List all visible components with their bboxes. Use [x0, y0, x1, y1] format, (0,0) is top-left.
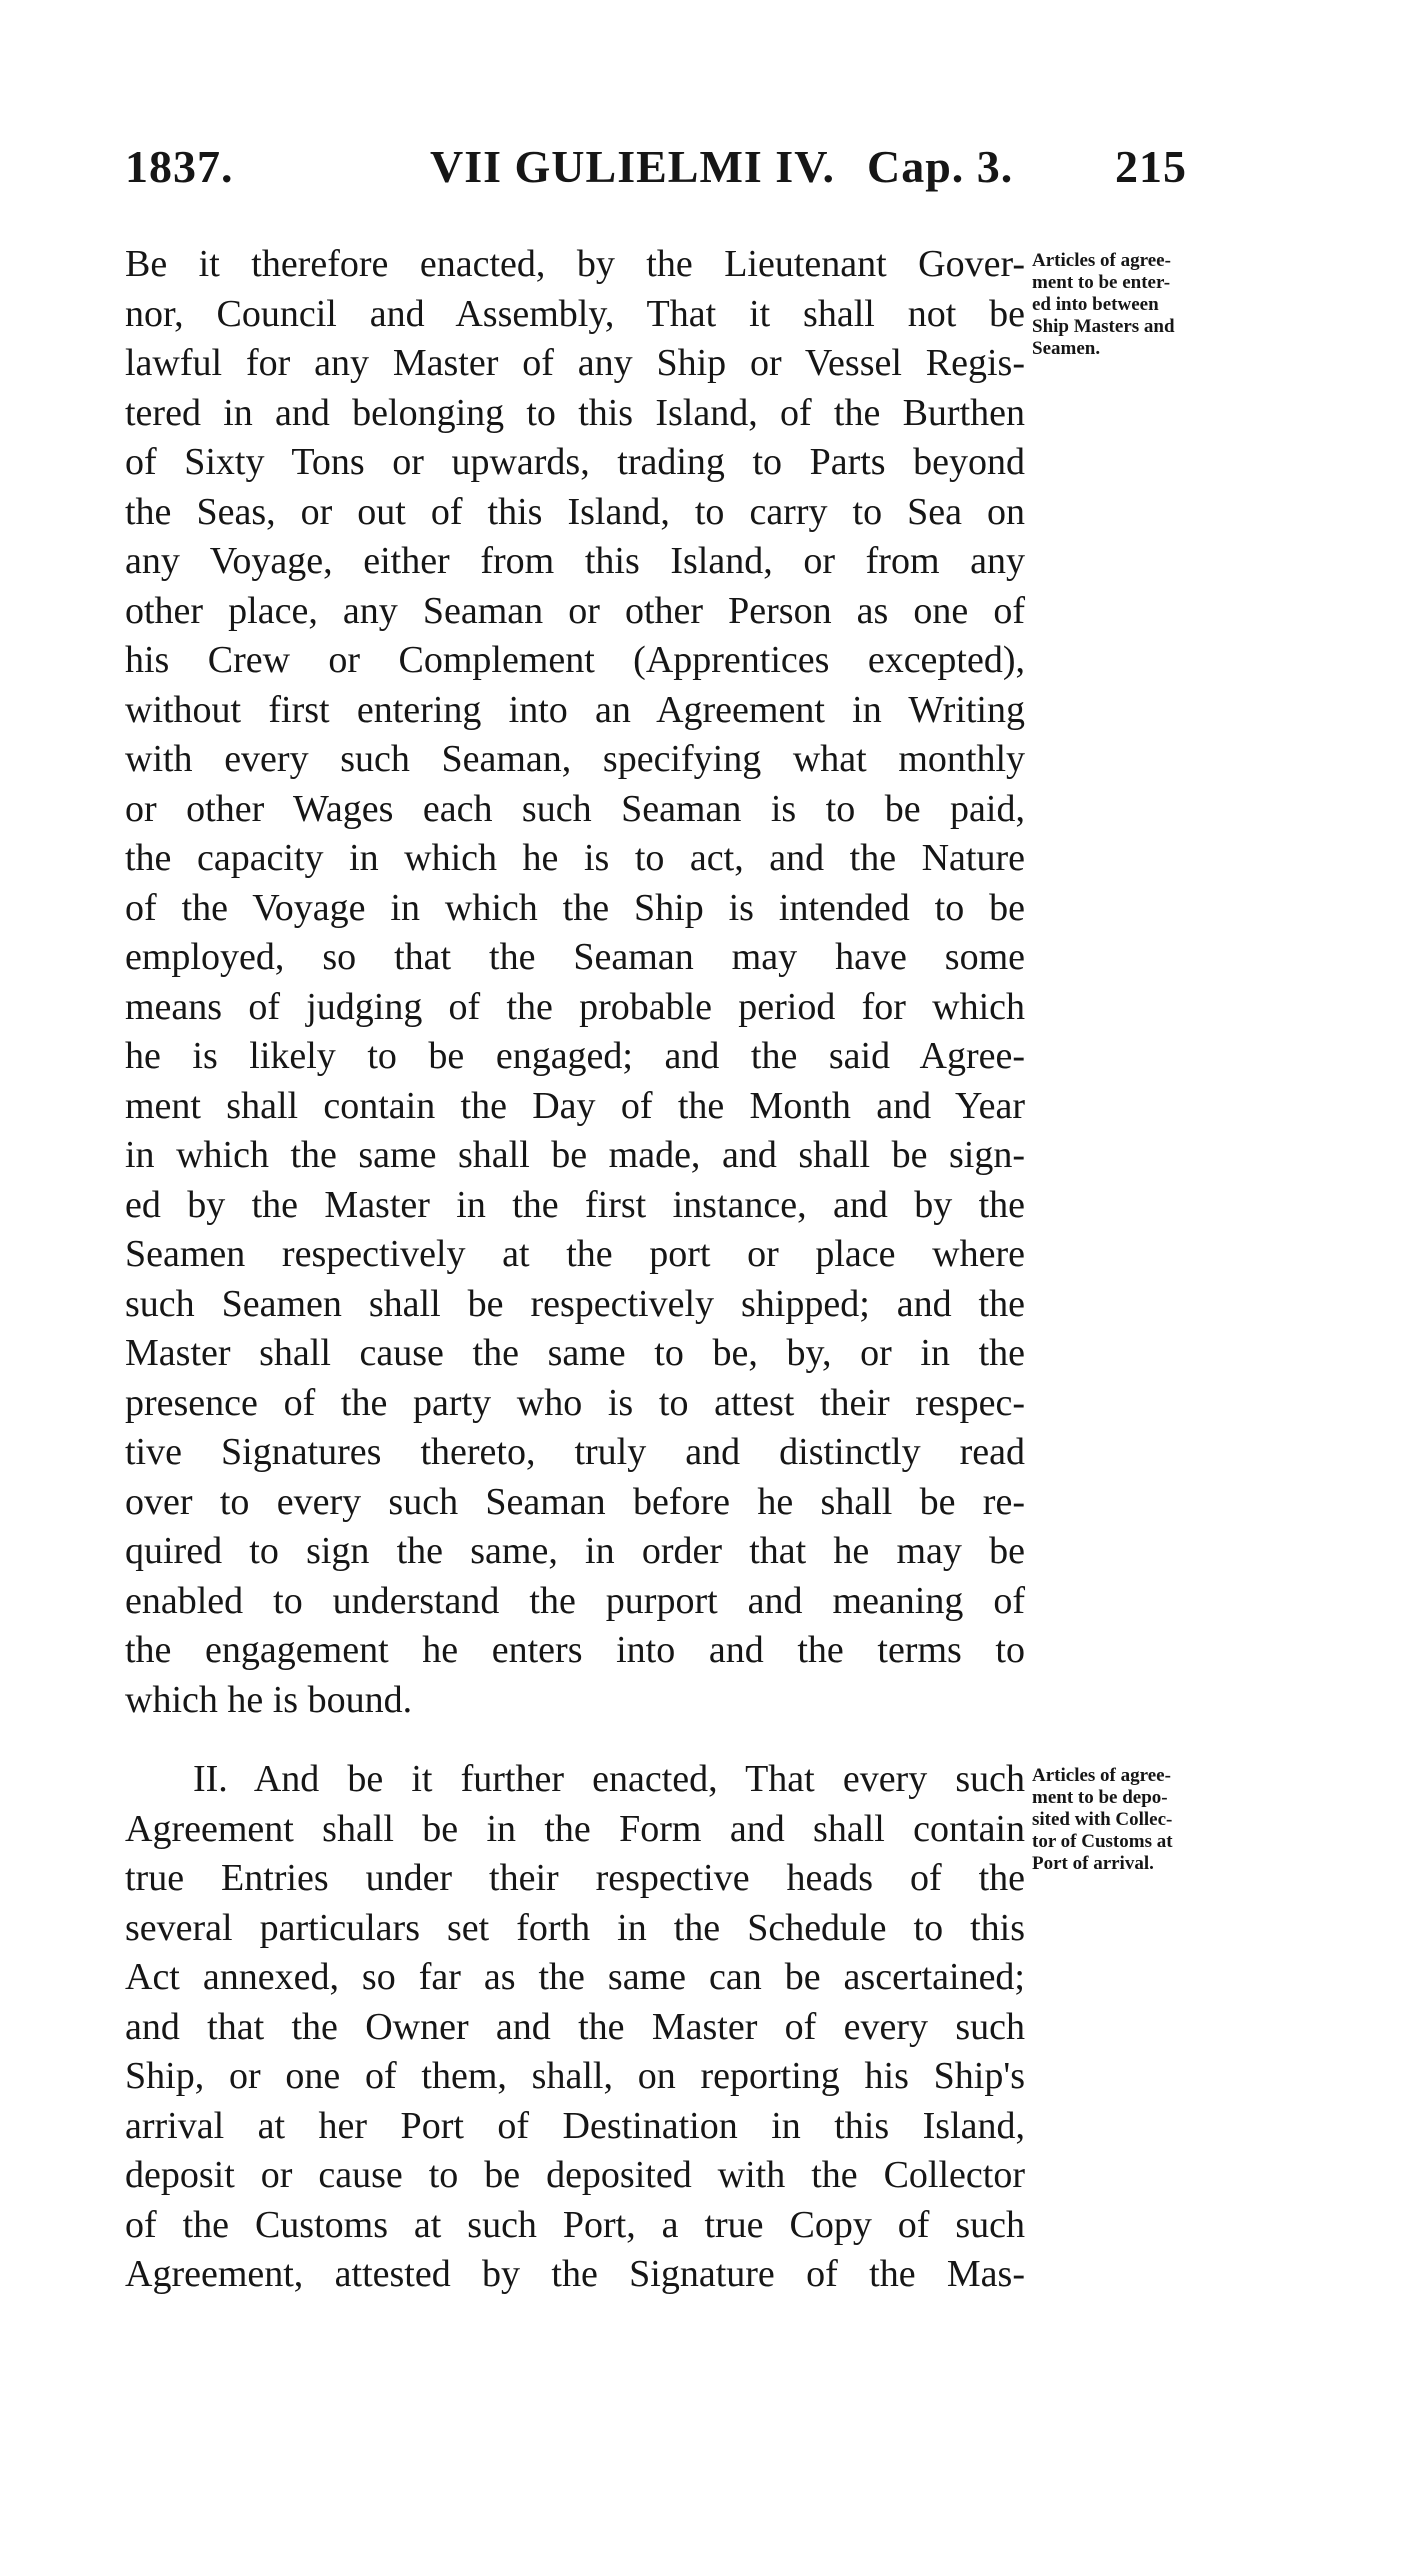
text-line: the engagement he enters into and the terms to: [125, 1629, 1025, 1671]
side-note-line: ment to be depo-: [1032, 1787, 1168, 1808]
text-line: deposit or cause to be deposited with the Collector: [125, 2154, 1025, 2196]
text-line: other place, any Seaman or other Person as one of: [125, 589, 1025, 632]
text-line: Agreement, attested by the Signature of the Mas-: [125, 2253, 1025, 2295]
text-line: enabled to understand the purport and meaning of: [125, 1579, 1025, 1622]
text-line: nor, Council and Assembly, That it shall not be: [125, 292, 1025, 335]
text-line: the Seas, or out of this Island, to carry to Sea on: [125, 490, 1025, 533]
text-line: Seamen respectively at the port or place where: [125, 1233, 1025, 1275]
header-chapter: Cap. 3.: [867, 141, 1014, 192]
text-line: such Seamen shall be respectively shipped; and the: [125, 1282, 1025, 1325]
paragraph-2: [125, 1755, 1025, 2300]
text-line: the capacity in which he is to act, and the Nature: [125, 837, 1025, 879]
side-note-line: Port of arrival.: [1032, 1853, 1154, 1874]
text-line: with every such Seaman, specifying what monthly: [125, 738, 1025, 780]
text-line: Master shall cause the same to be, by, or in the: [125, 1332, 1025, 1374]
text-line: and that the Owner and the Master of every such: [125, 2005, 1025, 2048]
text-line: employed, so that the Seaman may have some: [125, 936, 1025, 978]
running-header: [125, 140, 1205, 210]
text-line: tive Signatures thereto, truly and distinctly read: [125, 1431, 1025, 1473]
text-line: ed by the Master in the first instance, and by the: [125, 1183, 1025, 1226]
header-title: VII GULIELMI IV.: [430, 141, 835, 192]
text-line: true Entries under their respective heads of the: [125, 1857, 1025, 1899]
text-line: II. And be it further enacted, That every such: [193, 1758, 1025, 1800]
text-line: Act annexed, so far as the same can be ascertained;: [125, 1956, 1025, 1998]
text-line: over to every such Seaman before he shall be re-: [125, 1480, 1025, 1523]
text-line: ment shall contain the Day of the Month and Year: [125, 1084, 1025, 1127]
text-line: Ship, or one of them, shall, on reporting his Ship's: [125, 2055, 1025, 2097]
text-line: quired to sign the same, in order that he may be: [125, 1530, 1025, 1572]
text-line: of Sixty Tons or upwards, trading to Parts beyond: [125, 441, 1025, 483]
side-note-line: tor of Customs at: [1032, 1831, 1173, 1852]
side-note-line: Seamen.: [1032, 338, 1101, 359]
text-line: several particulars set forth in the Schedule to this: [125, 1906, 1025, 1949]
header-year: 1837.: [125, 141, 234, 192]
side-note-line: Articles of agree-: [1032, 250, 1171, 271]
side-note-1: [1032, 250, 1232, 360]
text-line: lawful for any Master of any Ship or Vessel Regis-: [125, 342, 1025, 384]
text-line: in which the same shall be made, and shall be sign-: [125, 1134, 1025, 1176]
text-line: arrival at her Port of Destination in this Island,: [125, 2104, 1025, 2147]
text-line: without first entering into an Agreement in Writing: [125, 688, 1025, 731]
paragraph-1: [125, 240, 1025, 1725]
text-line: of the Voyage in which the Ship is intended to be: [125, 886, 1025, 929]
side-note-line: ment to be enter-: [1032, 272, 1171, 293]
text-line: means of judging of the probable period for which: [125, 985, 1025, 1028]
side-note-line: sited with Collec-: [1032, 1809, 1173, 1830]
text-line: of the Customs at such Port, a true Copy of such: [125, 2203, 1025, 2246]
side-note-line: Articles of agree-: [1032, 1765, 1171, 1786]
text-line: Be it therefore enacted, by the Lieutenant Gover-: [125, 243, 1025, 285]
text-line: he is likely to be engaged; and the said Agree-: [125, 1035, 1025, 1077]
side-note-line: Ship Masters and: [1032, 316, 1175, 337]
page-number: 215: [1115, 141, 1187, 192]
text-line: or other Wages each such Seaman is to be paid,: [125, 787, 1025, 830]
text-line: Agreement shall be in the Form and shall contain: [125, 1807, 1025, 1850]
side-note-line: ed into between: [1032, 294, 1159, 315]
text-line: his Crew or Complement (Apprentices excepted),: [125, 639, 1025, 681]
text-line: tered in and belonging to this Island, of the Burthen: [125, 391, 1025, 434]
side-note-2: [1032, 1765, 1232, 1875]
text-line: any Voyage, either from this Island, or from any: [125, 540, 1025, 582]
text-line: which he is bound.: [125, 1678, 413, 1721]
text-line: presence of the party who is to attest their respec-: [125, 1381, 1025, 1424]
